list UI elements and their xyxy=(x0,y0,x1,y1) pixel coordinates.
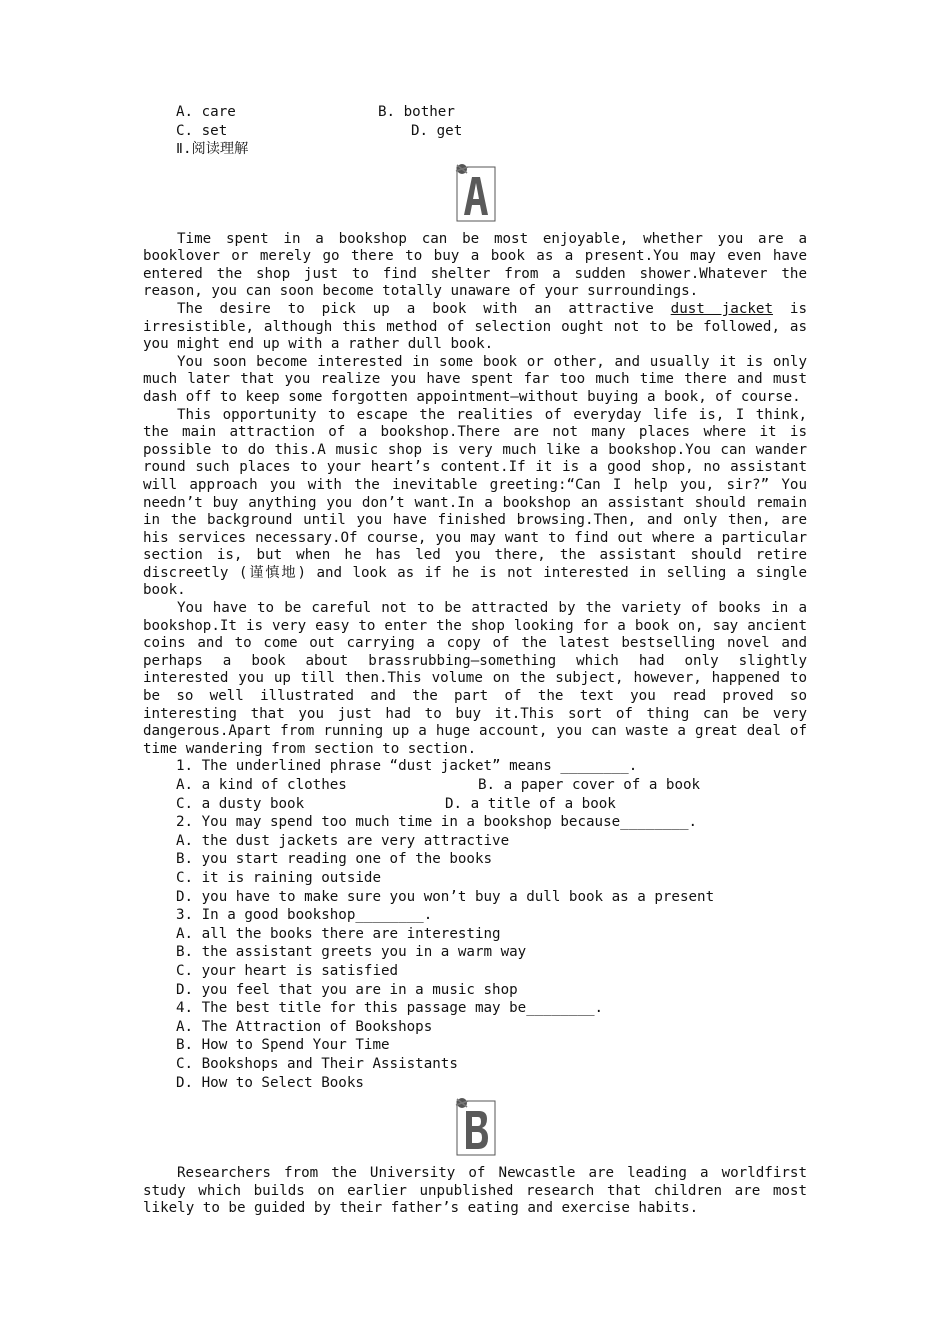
prev-options-row-1 xyxy=(143,104,807,123)
q4-option-d: D. How to Select Books xyxy=(176,1074,364,1091)
question-1-options-row-2 xyxy=(143,796,807,815)
passage-a-paragraph-1: Time spent in a bookshop can be most enjoyable, whether you are a booklover or merely go there to buy a book as a present.You may even have entered the shop just to find shelter from a sudden shower.Whatever the reason, you can soon become totally unaware of your surroundings. xyxy=(143,230,807,300)
paragraph-2-after: is irresistible, although this method of selection ought not to be followed, as you might end up with a rather dull book. xyxy=(143,300,807,353)
question-1-stem: 1. The underlined phrase “dust jacket” means ________. xyxy=(176,758,638,775)
q3-option-d: D. you feel that you are in a music shop xyxy=(176,981,518,998)
prev-option-a: A. care xyxy=(176,104,236,120)
letter-b-icon xyxy=(454,1097,496,1155)
q3-option-b: B. the assistant greets you in a warm way xyxy=(176,944,527,961)
passage-b-badge xyxy=(143,1093,807,1165)
question-3-stem: 3. In a good bookshop________. xyxy=(176,907,433,924)
prev-options-row-2 xyxy=(143,123,807,142)
prev-option-c: C. set xyxy=(176,122,228,139)
q4-option-b: B. How to Spend Your Time xyxy=(176,1037,390,1054)
q3-option-c: C. your heart is satisfied xyxy=(176,962,399,979)
passage-a-paragraph-5: You have to be careful not to be attracted by the variety of books in a bookshop.It is very easy to enter the shop looking for a book on, say ancient coins and to come out carrying a copy of the latest bestselling novel and perhaps a book about brassrubbing—something which had only slightly interested you up till then.This volume on the subject, however, happened to be so well illustrated and the part of the text you read proved so interesting that you just had to buy it.This sort of thing can be very dangerous.Apart from running up a huge account, you can waste a great deal of time wandering from section to section. xyxy=(143,600,807,757)
passage-a-paragraph-2 xyxy=(143,301,807,354)
question-2-stem: 2. You may spend too much time in a bookshop because________. xyxy=(176,814,698,831)
prev-option-d: D. get xyxy=(411,122,463,139)
q4-option-a: A. The Attraction of Bookshops xyxy=(176,1018,433,1035)
q1-option-b: B. a paper cover of a book xyxy=(478,777,701,793)
prev-option-b: B. bother xyxy=(378,104,455,120)
question-4-stem: 4. The best title for this passage may be________. xyxy=(176,1000,604,1017)
q2-option-d: D. you have to make sure you won’t buy a dull book as a present xyxy=(176,888,715,905)
question-1-options-row-1 xyxy=(143,777,807,796)
q1-option-a: A. a kind of clothes xyxy=(176,777,347,793)
q1-option-d: D. a title of a book xyxy=(445,795,616,812)
q2-option-a: A. the dust jackets are very attractive xyxy=(176,832,510,849)
document-page xyxy=(143,104,807,1218)
q2-option-b: B. you start reading one of the books xyxy=(176,851,493,868)
q2-option-c: C. it is raining outside xyxy=(176,869,381,886)
paragraph-2-before: The desire to pick up a book with an attractive xyxy=(177,300,671,317)
dust-jacket-underlined: dust jacket xyxy=(670,300,773,317)
passage-b-paragraph-1: Researchers from the University of Newcastle are leading a worldfirst study which builds on earlier unpublished research that children are most likely to be guided by their father’s eating and exercise habits. xyxy=(143,1165,807,1217)
letter-a-icon xyxy=(454,163,496,221)
section-heading: Ⅱ.阅读理解 xyxy=(176,141,249,157)
passage-a-paragraph-3: You soon become interested in some book or other, and usually it is only much later that you realize you have spent far too much time there and must dash off to keep some forgotten appointment—without buying a book, of course. xyxy=(143,353,807,405)
q3-option-a: A. all the books there are interesting xyxy=(176,925,501,942)
q4-option-c: C. Bookshops and Their Assistants xyxy=(176,1055,458,1072)
q1-option-c: C. a dusty book xyxy=(176,795,305,812)
passage-a-badge xyxy=(143,159,807,231)
passage-a-paragraph-4: This opportunity to escape the realities of everyday life is, I think, the main attraction of a bookshop.There are not many places where it is possible to do this.A music shop is very much like a bookshop.You can wander round such places to your heart’s content.If it is a good shop, no assistant will approach you with the inevitable greeting:“Can I help you, sir?” You needn’t buy anything you don’t want.In a bookshop an assistant should remain in the background until you have finished browsing.Then, and only then, are his services necessary.Of course, you may want to find out where a particular section is, but when he has led you there, the assistant should retire discreetly (谨慎地) and look as if he is not interested in selling a single book. xyxy=(143,406,807,599)
